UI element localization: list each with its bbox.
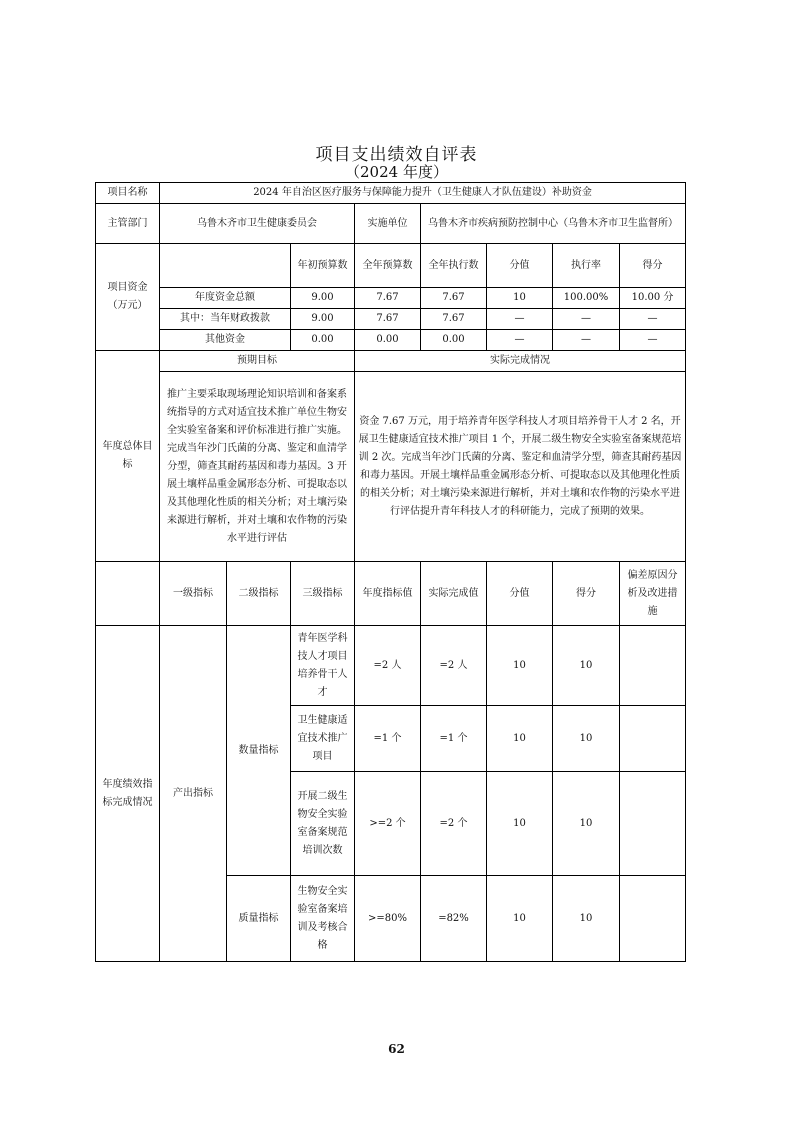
funds-header-blank [160, 244, 291, 288]
funds-header-annual: 全年预算数 [355, 244, 421, 288]
indicator-score-value: 10 [487, 772, 553, 876]
indicator-score: 10 [553, 772, 620, 876]
goals-expected-header: 预期目标 [160, 351, 355, 372]
project-name-label: 项目名称 [96, 183, 160, 204]
indicators-header-actual: 实际完成值 [421, 562, 487, 626]
funds-row-executed: 7.67 [421, 309, 487, 330]
funds-row-initial: 9.00 [291, 288, 355, 309]
funds-row-initial: 9.00 [291, 309, 355, 330]
indicator-note [620, 772, 686, 876]
indicator-score: 10 [553, 626, 620, 706]
indicator-score: 10 [553, 876, 620, 962]
impl-value: 乌鲁木齐市疾病预防控制中心（乌鲁木齐市卫生监督所） [421, 204, 686, 244]
funds-row-score: — [620, 309, 686, 330]
indicator-name: 开展二级生物安全实验室备案规范培训次数 [291, 772, 355, 876]
funds-row-score-value: — [487, 330, 553, 351]
indicator-actual: =2 人 [421, 626, 487, 706]
funds-row-score: — [620, 330, 686, 351]
indicator-target: =2 人 [355, 626, 421, 706]
indicator-name: 青年医学科技人才项目培养骨干人才 [291, 626, 355, 706]
funds-row-score: 10.00 分 [620, 288, 686, 309]
dept-value: 乌鲁木齐市卫生健康委员会 [160, 204, 355, 244]
funds-row-annual: 7.67 [355, 309, 421, 330]
indicators-header-level3: 三级指标 [291, 562, 355, 626]
indicators-level1: 产出指标 [160, 626, 227, 962]
funds-header-score-value: 分值 [487, 244, 553, 288]
funds-header-score: 得分 [620, 244, 686, 288]
indicators-header-score: 得分 [553, 562, 620, 626]
indicator-target: >=80% [355, 876, 421, 962]
indicator-name: 生物安全实验室备案培训及考核合格 [291, 876, 355, 962]
indicators-label: 年度绩效指标完成情况 [96, 626, 160, 962]
funds-row-annual: 0.00 [355, 330, 421, 351]
indicators-header-score-value: 分值 [487, 562, 553, 626]
goals-actual-header: 实际完成情况 [355, 351, 686, 372]
document-subtitle: （2024 年度） [345, 163, 448, 181]
funds-row-rate: — [553, 309, 620, 330]
document-title: 项目支出绩效自评表 [315, 145, 478, 165]
indicator-target: =1 个 [355, 706, 421, 772]
funds-row-rate: 100.00% [553, 288, 620, 309]
indicator-name: 卫生健康适宜技术推广项目 [291, 706, 355, 772]
indicator-actual: =2 个 [421, 772, 487, 876]
indicators-header-target: 年度指标值 [355, 562, 421, 626]
funds-header-initial: 年初预算数 [291, 244, 355, 288]
indicator-note [620, 706, 686, 772]
indicator-target: >=2 个 [355, 772, 421, 876]
indicators-quality-label: 质量指标 [227, 876, 291, 962]
indicators-quantity-label: 数量指标 [227, 626, 291, 876]
goals-actual-text: 资金 7.67 万元，用于培养青年医学科技人才项目培养骨干人才 2 名，开展卫生健康适宜技术推广项目 1 个，开展二级生物安全实验室备案规范培训 2 次。完成当年沙门氏菌的分离、鉴定和血清学分型，筛查其耐药基因和毒力基因。开展土壤样品重金属形态分析、可提取态以及其他理化性质的相关分析；对土壤污染来源进行解析，并对土壤和农作物的污染水平进行评估提升青年科技人才的科研能力，完成了预期的效果。 [355, 372, 686, 562]
funds-row-score-value: 10 [487, 288, 553, 309]
indicators-header-blank [96, 562, 160, 626]
goals-label: 年度总体目标 [96, 351, 160, 562]
indicators-header-level2: 二级指标 [227, 562, 291, 626]
indicator-actual: =1 个 [421, 706, 487, 772]
indicator-score-value: 10 [487, 626, 553, 706]
indicators-header-level1: 一级指标 [160, 562, 227, 626]
funds-row-name: 其中：当年财政拨款 [160, 309, 291, 330]
indicator-score: 10 [553, 706, 620, 772]
indicators-header-note: 偏差原因分析及改进措施 [620, 562, 686, 626]
goals-expected-text: 推广主要采取现场理论知识培训和备案系统指导的方式对适宜技术推广单位生物安全实验室备案和评价标准进行推广实施。完成当年沙门氏菌的分离、鉴定和血清学分型，筛查其耐药基因和毒力基因。3 开展土壤样品重金属形态分析、可提取态以及其他理化性质的相关分析；对土壤污染来源进行解析，并对土壤和农作物的污染水平进行评估 [160, 372, 355, 562]
funds-row-score-value: — [487, 309, 553, 330]
project-name-value: 2024 年自治区医疗服务与保障能力提升（卫生健康人才队伍建设）补助资金 [160, 183, 686, 204]
funds-row-name: 年度资金总额 [160, 288, 291, 309]
page-number: 62 [388, 1042, 405, 1056]
indicator-note [620, 876, 686, 962]
table-row [96, 626, 686, 706]
table-row [96, 330, 686, 351]
funds-row-annual: 7.67 [355, 288, 421, 309]
table-row [96, 309, 686, 330]
funds-row-initial: 0.00 [291, 330, 355, 351]
funds-row-executed: 0.00 [421, 330, 487, 351]
dept-label: 主管部门 [96, 204, 160, 244]
funds-header-executed: 全年执行数 [421, 244, 487, 288]
funds-row-name: 其他资金 [160, 330, 291, 351]
funds-header-rate: 执行率 [553, 244, 620, 288]
performance-table [95, 182, 686, 962]
indicator-score-value: 10 [487, 876, 553, 962]
indicator-actual: =82% [421, 876, 487, 962]
funds-label: 项目资金（万元） [96, 244, 160, 351]
indicator-note [620, 626, 686, 706]
funds-row-rate: — [553, 330, 620, 351]
impl-label: 实施单位 [355, 204, 421, 244]
funds-row-executed: 7.67 [421, 288, 487, 309]
table-row [96, 288, 686, 309]
indicator-score-value: 10 [487, 706, 553, 772]
